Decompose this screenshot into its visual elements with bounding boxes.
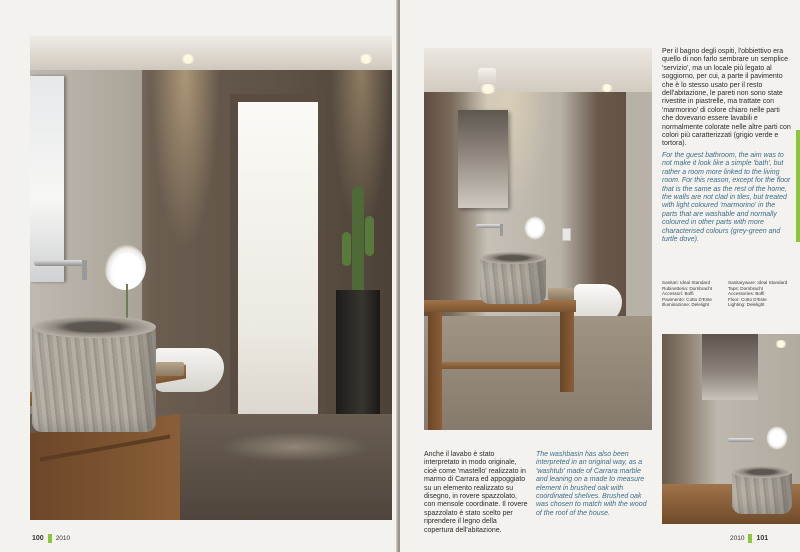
bathroom-photo-detail <box>662 334 800 524</box>
white-flower <box>524 216 546 240</box>
mirror <box>30 76 64 282</box>
page-number: 101 <box>756 535 769 542</box>
body-text-english: The washbasin has also been interpreted in an original way, as a 'washtub' made of Carrara marble and leaning on a made to measure element in brushed oak with coordinated shelves. Brushed oak was chosen to match with the wood of the roof of the house. <box>536 451 647 517</box>
credits-english <box>728 280 794 308</box>
credits-italian <box>662 280 726 308</box>
credit-line: Lighting: Delelight <box>728 302 765 308</box>
credit-line: Illuminazione: Delelight <box>662 302 710 308</box>
credit-line: Accessori: Boffi <box>662 291 694 297</box>
credit-line: Sanitari: Ideal Standard <box>662 280 711 285</box>
faucet <box>34 260 86 266</box>
credit-line: Pavimento: Cotto D'Este <box>662 296 712 302</box>
credit-line: Taps: Dornbracht <box>728 285 763 291</box>
page-number: 100 <box>32 535 44 542</box>
credit-line: Floor: Cotto D'Este <box>728 296 767 302</box>
intro-text-english: For the guest bathroom, the aim was to not make it look like a simple 'bath', but rather a room more linked to the living room. For this reason, except for the floor that is the same as the rest of the home, the walls are not clad in tiles, but treated with light coloured 'marmorino' in the parts that are washable and normally coloured in other parts with more characterised colours (grey-green and turtle dove). <box>662 152 791 244</box>
left-page <box>0 0 398 552</box>
page-folio-left <box>32 534 70 543</box>
folio-green-bar <box>48 534 52 543</box>
body-text-italian: Anche il lavabo è stato interpretato in modo originale, cioè come 'mastello' realizzato in marmo di Carrara ed appoggiato su un elemento realizzato su disegno, in rovere spazzolato, con mensole coordinate. Il rovere spazzolato è stato scelto per riprendere il legno della copertura dell'abitazione. <box>424 451 528 534</box>
bathroom-photo-main <box>30 36 392 520</box>
marble-basin <box>32 324 156 432</box>
folio-green-bar <box>748 534 752 543</box>
bathroom-photo-secondary <box>424 48 652 430</box>
tall-planter <box>336 290 380 418</box>
page-year: 2010 <box>730 535 745 542</box>
credit-line: Accessories: Boffi <box>728 291 765 297</box>
credit-line: Sanitaryware: Ideal Standard <box>728 280 788 285</box>
credit-line: Rubinetteria: Dornbracht <box>662 285 713 291</box>
mirror <box>458 110 508 208</box>
faucet <box>476 224 502 228</box>
page-year: 2010 <box>55 535 71 542</box>
intro-text-italian: Per il bagno degli ospiti, l'obbiettivo era quello di non farlo sembrare un semplice 'servizio', ma un locale più legato al soggiorno, per cui, a parte il pavimento che è lo stesso usato per il resto dell'abitazione, le pareti non sono state rivestite in piastrelle, ma trattate con 'marmorino' di colore chiaro nelle parti che dovevano essere lavabili e normalmente colorate nelle altre parti con colori più caratterizzati (grigio verde e tortora). <box>662 48 791 148</box>
cactus <box>352 186 364 290</box>
white-flower <box>104 244 146 290</box>
page-folio-right <box>730 534 768 543</box>
right-page <box>400 0 800 552</box>
green-edge-strip <box>796 130 800 242</box>
